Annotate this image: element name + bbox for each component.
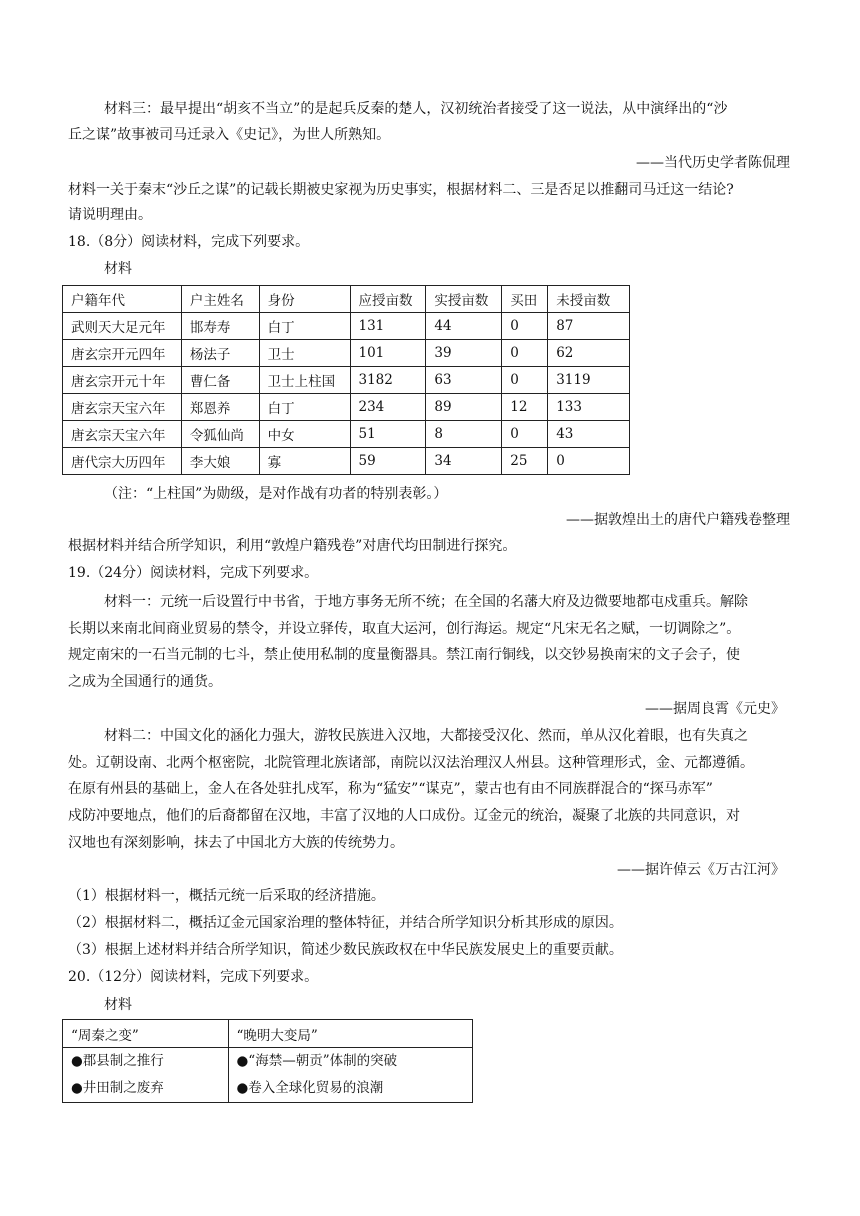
material-2-source: ——据许倬云《万古江河》	[617, 862, 785, 878]
table-cell: 白丁	[259, 394, 350, 421]
table-cell: 3119	[548, 367, 630, 394]
q20-heading: 20.（12分）阅读材料，完成下列要求。	[68, 969, 319, 985]
table-header-row	[63, 286, 630, 313]
table-cell: 令狐仙尚	[181, 421, 259, 448]
table-cell: 0	[502, 421, 548, 448]
q19-subquestion-2: （2）根据材料二，概括辽金元国家治理的整体特征，并结合所学知识分析其形成的原因。	[68, 915, 623, 931]
table-row	[63, 313, 630, 340]
material-2-line-2: 处。辽朝设南、北两个枢密院，北院管理北族诸部，南院以汉法治理汉人州县。这种管理形式，金、元都遵循。	[68, 755, 754, 771]
table-cell: 唐玄宗开元四年	[63, 340, 182, 367]
list-item: ●井田制之废弃	[71, 1080, 164, 1096]
table-cell: 邯寿寿	[181, 313, 259, 340]
q18-note: （注：“上柱国”为勋级，是对作战有功者的特别表彰。）	[104, 486, 448, 502]
material-3-source: ——当代历史学者陈侃理	[636, 155, 790, 171]
table-cell: 89	[426, 394, 502, 421]
material-1-source: ——据周良霄《元史》	[645, 701, 785, 717]
table-cell: 44	[426, 313, 502, 340]
q17-question-line-2: 请说明理由。	[68, 207, 152, 223]
q19-heading: 19.（24分）阅读材料，完成下列要求。	[68, 565, 319, 581]
table-cell: 63	[426, 367, 502, 394]
table-cell: 唐代宗大历四年	[63, 448, 182, 475]
material-3-line-2: 丘之谋”故事被司马迁录入《史记》，为世人所熟知。	[68, 127, 391, 143]
table-cell: 3182	[350, 367, 426, 394]
table-cell: 唐玄宗开元十年	[63, 367, 182, 394]
table-header-cell: 应授亩数	[350, 286, 426, 313]
table-row	[63, 367, 630, 394]
table-header-cell: 买田	[502, 286, 548, 313]
table-cell: 25	[502, 448, 548, 475]
table-cell: 34	[426, 448, 502, 475]
table-cell: 卫士	[259, 340, 350, 367]
q18-material-label: 材料	[104, 261, 132, 277]
table-row	[63, 394, 630, 421]
material-2-line-1: 材料二：中国文化的涵化力强大，游牧民族进入汉地，大都接受汉化、然而，单从汉化着眼，也有失真之	[104, 728, 748, 744]
household-register-table	[62, 285, 630, 475]
table-cell: 唐玄宗天宝六年	[63, 394, 182, 421]
table-cell: 62	[548, 340, 630, 367]
material-2-line-4: 戍防冲要地点，他们的后裔都留在汉地，丰富了汉地的人口成份。辽金元的统治，凝聚了北族的共同意识，对	[68, 808, 740, 824]
table-header-cell: 未授亩数	[548, 286, 630, 313]
q18-heading: 18.（8分）阅读材料，完成下列要求。	[68, 234, 310, 250]
material-1-line-1: 材料一：元统一后设置行中书省，于地方事务无所不统；在全国的名藩大府及边微要地都屯戍重兵。解除	[104, 594, 748, 610]
table-cell: 0	[548, 448, 630, 475]
table-cell: 中女	[259, 421, 350, 448]
table-row	[63, 340, 630, 367]
list-item: ●郡县制之推行	[71, 1053, 164, 1069]
table-header-cell: “晚明大变局”	[228, 1020, 472, 1048]
table-cell: 唐玄宗天宝六年	[63, 421, 182, 448]
table-cell: 87	[548, 313, 630, 340]
material-1-line-2: 长期以来南北间商业贸易的禁令，并设立驿传，取直大运河，创行海运。规定“凡宋无名之赋，一切调除之”。	[68, 621, 741, 637]
table-cell: 卫士上柱国	[259, 367, 350, 394]
q18-question: 根据材料并结合所学知识，利用“敦煌户籍残卷”对唐代均田制进行探究。	[68, 538, 517, 554]
material-3-line-1: 材料三：最早提出“胡亥不当立”的是起兵反秦的楚人，汉初统治者接受了这一说法，从中演绎出的“沙	[104, 101, 728, 117]
table-cell: 8	[426, 421, 502, 448]
table-header-cell: 身份	[259, 286, 350, 313]
table-cell: 131	[350, 313, 426, 340]
q17-question-line-1: 材料一关于秦末“沙丘之谋”的记载长期被史家视为历史事实，根据材料二、三是否足以推翻司马迁这一结论?	[68, 182, 734, 198]
table-cell: 43	[548, 421, 630, 448]
q20-material-label: 材料	[104, 997, 132, 1013]
table-cell: 寡	[259, 448, 350, 475]
table-cell: 101	[350, 340, 426, 367]
table-cell: 0	[502, 313, 548, 340]
table-cell: 武则天大足元年	[63, 313, 182, 340]
table-cell: 133	[548, 394, 630, 421]
table-row	[63, 421, 630, 448]
table-cell: 郑恩养	[181, 394, 259, 421]
table-row	[63, 1048, 473, 1103]
table-header-row	[63, 1020, 473, 1048]
table-cell: 杨法子	[181, 340, 259, 367]
table-cell: 曹仁备	[181, 367, 259, 394]
q19-subquestion-1: （1）根据材料一，概括元统一后采取的经济措施。	[68, 888, 385, 904]
table-cell: 12	[502, 394, 548, 421]
list-item: ●卷入全球化贸易的浪潮	[236, 1080, 384, 1096]
list-item: ●“海禁—朝贡”体制的突破	[236, 1053, 398, 1069]
q19-subquestion-3: （3）根据上述材料并结合所学知识，简述少数民族政权在中华民族发展史上的重要贡献。	[68, 942, 623, 958]
material-1-line-3: 规定南宋的一石当元制的七斗，禁止使用私制的度量衡器具。禁江南行铜线，以交钞易换南宋的文子会子，使	[68, 647, 740, 663]
table-cell: 0	[502, 367, 548, 394]
material-2-line-3: 在原有州县的基础上，金人在各处驻扎戍军，称为“猛安”“谋克”，蒙古也有由不同族群混合的“探马赤军”	[68, 781, 713, 797]
table-cell: 白丁	[259, 313, 350, 340]
table-cell: 234	[350, 394, 426, 421]
table-cell: 39	[426, 340, 502, 367]
table-cell: 李大娘	[181, 448, 259, 475]
table-header-cell: 实授亩数	[426, 286, 502, 313]
material-1-line-4: 之成为全国通行的通货。	[68, 674, 222, 690]
zhou-qin-cell	[63, 1048, 229, 1103]
table-row	[63, 448, 630, 475]
table-cell: 0	[502, 340, 548, 367]
table-cell: 59	[350, 448, 426, 475]
table-header-cell: “周秦之变”	[63, 1020, 229, 1048]
table-cell: 51	[350, 421, 426, 448]
material-2-line-5: 汉地也有深刻影响，抹去了中国北方大族的传统势力。	[68, 835, 404, 851]
q18-source: ——据敦煌出土的唐代户籍残卷整理	[566, 512, 790, 528]
late-ming-cell	[228, 1048, 472, 1103]
comparison-table	[62, 1019, 473, 1103]
table-header-cell: 户籍年代	[63, 286, 182, 313]
table-header-cell: 户主姓名	[181, 286, 259, 313]
